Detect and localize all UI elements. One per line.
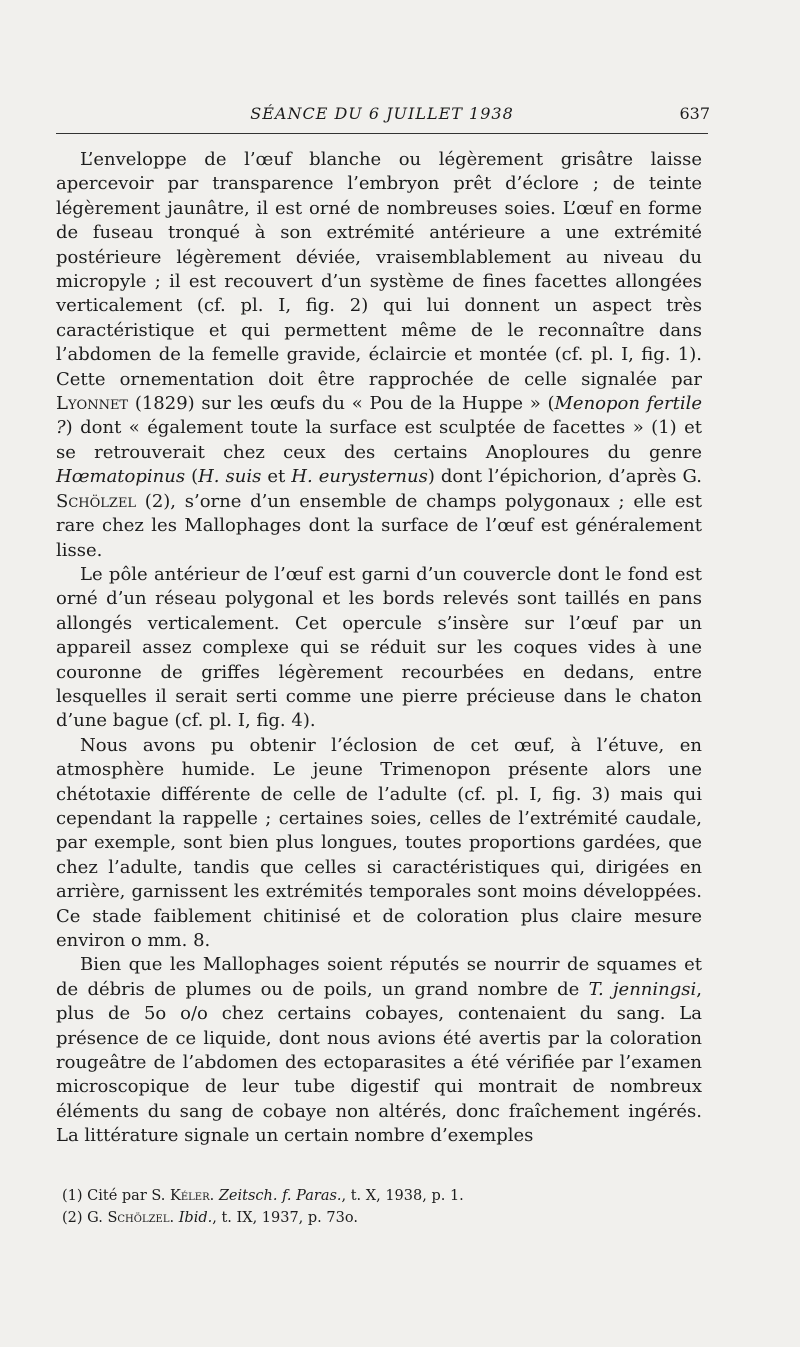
p1-text-d: ( (185, 466, 199, 488)
p1-text-g: (2), s’orne d’un ensemble de champs polygonaux ; elle est rare chez les Mallophages dont la surface de l’œuf est généralement lisse. (56, 490, 702, 561)
fn1-journal: Zeitsch. f. Paras. (218, 1188, 342, 1204)
p4-text-a: Bien que les Mallophages soient réputés se nourrir de squames et de débris de plumes ou de poils, un grand nombre de (56, 954, 702, 1000)
taxon-haematopinus: Hœmatopinus (56, 466, 186, 488)
fn2-ibid: Ibid. (178, 1210, 213, 1226)
fn2-text-b: . (169, 1210, 179, 1226)
running-head: SÉANCE DU 6 JUILLET 1938 (250, 104, 514, 123)
page-number: 637 (679, 104, 710, 123)
body-text (56, 148, 702, 1149)
p1-text-b: (1829) sur les œufs du « Pou de la Huppe » ( (128, 393, 555, 415)
header-rule (56, 133, 708, 134)
taxon-menopon-fertile: Menopon fertile ? (56, 393, 702, 439)
taxon-h-suis: H. suis (198, 466, 262, 488)
paragraph-1 (56, 148, 702, 563)
page-header (56, 104, 708, 134)
footnote-2 (62, 1207, 702, 1229)
p4-text-b: , plus de 5o o/o chez certains cobayes, contenaient du sang. La présence de ce liquide, dont nous avions été avertis par la coloration rougeâtre de l’abdomen des ectoparasites a été vérifiée par l’examen microscopique de leur tube digestif qui montrait de nombreux éléments du sang de cobaye non altérés, donc fraîchement ingérés. La littérature signale un certain nombre d’exemples (56, 978, 702, 1147)
p1-text-a: L’enveloppe de l’œuf blanche ou légèrement grisâtre laisse apercevoir par transparence l’embryon prêt d’éclore ; de teinte légèrement jaunâtre, il est orné de nombreuses soies. L’œuf en forme de fuseau tronqué à son extrémité antérieure a une extrémité postérieure légèrement déviée, vraisemblablement au niveau du micropyle ; il est recouvert d’un système de fines facettes allongées verticalement (cf. pl. I, fig. 2) qui lui donnent un aspect très caractéristique et qui permettent même de le reconnaître dans l’abdomen de la femelle gravide, éclaircie et montée (cf. pl. I, fig. 1). Cette ornementation doit être rapprochée de celle signalée par (56, 149, 702, 390)
fn1-text-c: , t. X, 1938, p. 1. (341, 1188, 464, 1204)
paragraph-4 (56, 953, 702, 1148)
footnotes (62, 1185, 702, 1229)
p1-text-f: ) dont l’épichorion, d’après G. (427, 466, 702, 488)
fn2-text-c: , t. IX, 1937, p. 73o. (212, 1210, 358, 1226)
fn2-author: Schölzel (107, 1210, 170, 1226)
taxon-h-eurysternus: H. eurysternus (291, 466, 428, 488)
fn1-author: Kéler (170, 1188, 210, 1204)
fn1-text-a: (1) Cité par S. (62, 1188, 170, 1204)
fn2-text-a: (2) G. (62, 1210, 108, 1226)
paragraph-2: Le pôle antérieur de l’œuf est garni d’un couvercle dont le fond est orné d’un réseau polygonal et les bords relevés sont taillés en pans allongés verticalement. Cet opercule s’insère sur l’œuf par un appareil assez complexe qui se réduit sur les coques vides à une couronne de griffes légèrement recourbées en dedans, entre lesquelles il serait serti comme une pierre précieuse dans le chaton d’une bague (cf. pl. I, fig. 4). (56, 563, 702, 732)
taxon-t-jenningsi: T. jenningsi (588, 978, 697, 1000)
author-scholzel: Schölzel (56, 490, 137, 512)
p1-text-c: ) dont « également toute la surface est sculptée de facettes » (1) et se retrouverait chez ceux des certains Anoploures du genre (56, 417, 702, 463)
author-lyonnet: Lyonnet (56, 393, 129, 415)
paragraph-3: Nous avons pu obtenir l’éclosion de cet œuf, à l’étuve, en atmosphère humide. Le jeune Trimenopon présente alors une chétotaxie différente de celle de l’adulte (cf. pl. I, fig. 3) mais qui cependant la rappelle ; certaines soies, celles de l’extrémité caudale, par exemple, sont bien plus longues, toutes proportions gardées, que chez l’adulte, tandis que celles si caractéristiques qui, dirigées en arrière, garnissent les extrémités temporales sont moins développées. Ce stade faiblement chitinisé et de coloration plus claire mesure environ o mm. 8. (56, 734, 702, 951)
footnote-1 (62, 1185, 702, 1207)
fn1-text-b: . (209, 1188, 219, 1204)
p1-text-e: et (261, 466, 292, 488)
